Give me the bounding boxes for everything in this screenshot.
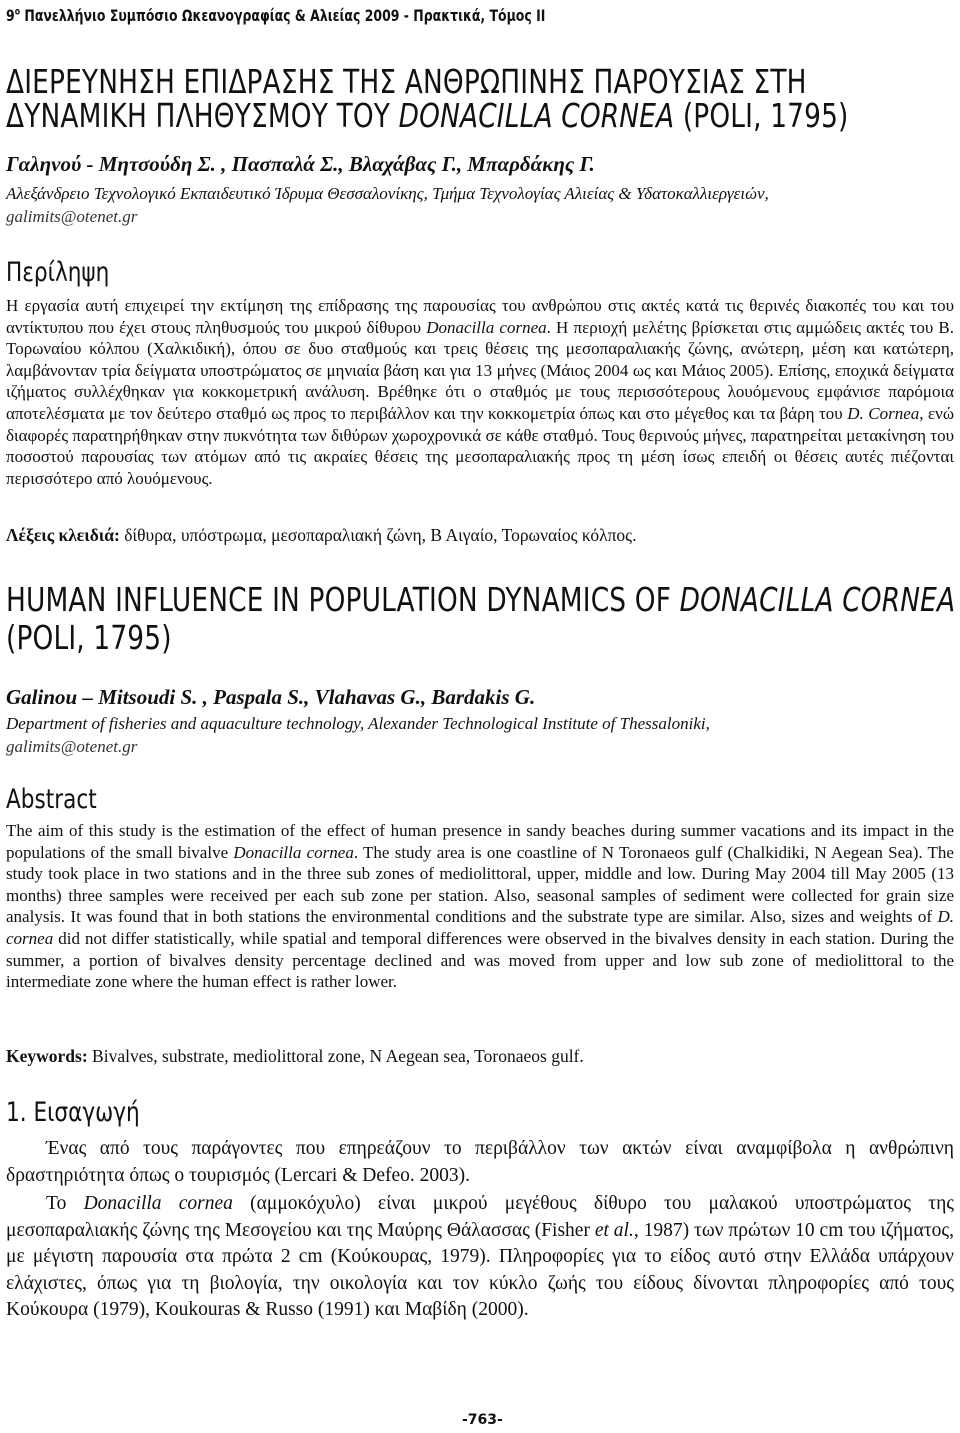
greek-title-year: (POLI, 1795) xyxy=(674,96,849,135)
english-affiliation: Department of fisheries and aquaculture technology, Alexander Technological Institute of Thessaloniki, xyxy=(6,714,710,733)
header-ordinal-sup: ο xyxy=(14,6,21,18)
greek-abstract-text xyxy=(6,295,954,489)
english-email: galimits@otenet.gr xyxy=(6,737,138,756)
english-abstract-part-3: did not differ statistically, while spatial and temporal differences were observed in the bivalves density in each station. During the summer, a portion of bivalves density percentage declined and was moved from upper and low sub zone of mediolittoral to the intermediate zone where the human effect is rather lower. xyxy=(6,928,954,992)
greek-title-text: ΔΥΝΑΜΙΚΗ ΠΛΗΘΥΣΜΟΥ ΤΟΥ xyxy=(6,96,399,135)
greek-affiliation: Αλεξάνδρειο Τεχνολογικό Εκπαιδευτικό Ίδρυμα Θεσσαλονίκης, Τμήμα Τεχνολογίας Αλιείας & Υδατοκαλλιεργειών, xyxy=(6,184,769,203)
greek-keywords-label: Λέξεις κλειδιά: xyxy=(6,525,120,545)
intro-p2-part-3: , 1987) των πρώτων 10 cm του ιζήματος, με μέγιστη παρουσία στα πρώτα 2 cm (Κούκουρας, 1979). Πληροφορίες για το είδος αυτό στην Ελλάδα υπάρχουν ελάχιστες, όπως για τη βιολογία, την οικολογία και τον κύκλο ζωής του είδους δίνονται πληροφορίες από τους Κούκουρα (1979), Koukouras & Russo (1991) και Μαβίδη (2000). xyxy=(6,1219,954,1320)
intro-p2-part-1: Το xyxy=(46,1193,84,1214)
running-header xyxy=(6,6,545,25)
english-abstract-part-2: . The study area is one coastline of N Toronaeos gulf (Chalkidiki, N Aegean Sea). The study took place in two stations and in the three sub zones of mediolittoral, upper, middle and low. During May 2004 till May 2005 (13 months) three samples were received per each sub zone per station. Also, seasonal samples of sediment were collected for grain size analysis. It was found that in both stations the environmental conditions and the substrate type are similar. Also, sizes and weights of xyxy=(6,842,954,927)
english-keywords-label: Keywords: xyxy=(6,1046,88,1066)
header-volume-number: 9 xyxy=(6,6,15,25)
english-keywords xyxy=(6,1046,954,1067)
greek-abstract-part-2: . Η περιοχή μελέτης βρίσκεται στις αμμώδεις ακτές του Β. Τορωναίου κόλπου (Χαλκιδική), όπου σε δυο σταθμούς και τρεις θέσεις της μεσοπαραλιακής ζώνης, ανώτερη, μέση και κατώτερη, λαμβάνονταν τρία δείγματα υποστρώματος σε μηνιαία βάση και για 13 μήνες (Μάιος 2004 ως και Μάιος 2005). Επίσης, εποχικά δείγματα ιζήματος συλλέχθηκαν για κοκκομετρική ανάλυση. Βρέθηκε ότι ο σταθμός με τους περισσότερους λουόμενους εμφάνισε παρόμοια αποτελέσματα με τον δεύτερο σταθμό ως προς το περιβάλλον και την κοκκομετρία όπως και στο μέγεθος και τα βάρη του xyxy=(6,317,954,423)
intro-p2-species: Donacilla cornea xyxy=(83,1193,233,1214)
greek-abstract-part-1: Η εργασία αυτή επιχειρεί την εκτίμηση της επίδρασης της παρουσίας του ανθρώπου στις ακτές κατά τις θερινές διακοπές του και του αντίκτυπου που έχει στους πληθυσμούς του μικρού δίθυρου xyxy=(6,296,954,337)
greek-abstract-species-1: Donacilla cornea xyxy=(426,317,547,337)
greek-title-species: DONACILLA CORNEA xyxy=(398,96,675,135)
greek-abstract-part-3: , ενώ διαφορές παρατηρήθηκαν στην πυκνότητα των διθύρων χωροχρονικά σε κάθε σταθμό. Τους θερινούς μήνες, παρατηρείται μετακίνηση του ποσοστού παρουσίας των ατόμων από τις ακραίες θέσεις της μεσοπαραλιακής προς τη μέση ίσως επειδή οι θέσεις αυτές πιέζονται περισσότερο από λουόμενους. xyxy=(6,403,955,488)
greek-keywords-text: δίθυρα, υπόστρωμα, μεσοπαραλιακή ζώνη, Β Αιγαίο, Τορωναίος κόλπος. xyxy=(119,525,637,545)
greek-authors: Γαληνού - Μητσούδη Σ. , Πασπαλά Σ., Βλαχάβας Γ., Μπαρδάκης Γ. xyxy=(6,152,595,176)
english-abstract-species-1: Donacilla cornea xyxy=(233,842,354,862)
page-number: -763- xyxy=(462,1412,503,1428)
introduction-paragraph-2 xyxy=(6,1191,954,1324)
intro-p2-part-2: (αμμοκόχυλο) είναι μικρού μεγέθους δίθυρο του μαλακού υποστρώματος της μεσοπαραλιακής ζώνης της Μεσογείου και της Μαύρης Θάλασσας (Fisher xyxy=(6,1193,955,1241)
english-title-species: DONACILLA CORNEA xyxy=(679,580,956,619)
english-abstract-heading: Abstract xyxy=(6,784,97,815)
greek-title-line-1: ΔΙΕΡΕΥΝΗΣΗ ΕΠΙΔΡΑΣΗΣ ΤΗΣ ΑΝΘΡΩΠΙΝΗΣ ΠΑΡΟΥΣΙΑΣ ΣΤΗ xyxy=(6,62,807,101)
english-keywords-text: Bivalves, substrate, mediolittoral zone, N Aegean sea, Toronaeos gulf. xyxy=(87,1046,584,1066)
english-authors: Galinou – Mitsoudi S. , Paspala S., Vlahavas G., Bardakis G. xyxy=(6,685,536,709)
english-abstract-part-1: The aim of this study is the estimation of the effect of human presence in sandy beaches during summer vacations and its impact in the populations of the small bivalve xyxy=(6,821,954,862)
header-text: Πανελλήνιο Συμπόσιο Ωκεανογραφίας & Αλιείας 2009 - Πρακτικά, Τόμος ΙΙ xyxy=(20,6,546,25)
english-abstract-text xyxy=(6,820,954,993)
english-title-text: HUMAN INFLUENCE IN POPULATION DYNAMICS OF xyxy=(6,580,680,619)
english-title-line-2: (POLI, 1795) xyxy=(6,618,172,657)
greek-keywords xyxy=(6,525,954,546)
intro-p2-etal: et al. xyxy=(594,1219,634,1241)
introduction-paragraph-1: Ένας από τους παράγοντες που επηρεάζουν το περιβάλλον των ακτών είναι αναμφίβολα η ανθρώπινη δραστηριότητα όπως ο τουρισμός (Lercari & Defeo. 2003). xyxy=(6,1138,954,1186)
english-title-line-1 xyxy=(6,580,955,619)
greek-title-line-2 xyxy=(6,96,849,135)
english-abstract-species-2: D. cornea xyxy=(6,907,954,948)
introduction-heading: 1. Εισαγωγή xyxy=(6,1097,140,1128)
greek-abstract-heading: Περίληψη xyxy=(6,257,110,288)
greek-abstract-species-2: D. Cornea xyxy=(847,403,920,423)
greek-email: galimits@otenet.gr xyxy=(6,207,138,226)
